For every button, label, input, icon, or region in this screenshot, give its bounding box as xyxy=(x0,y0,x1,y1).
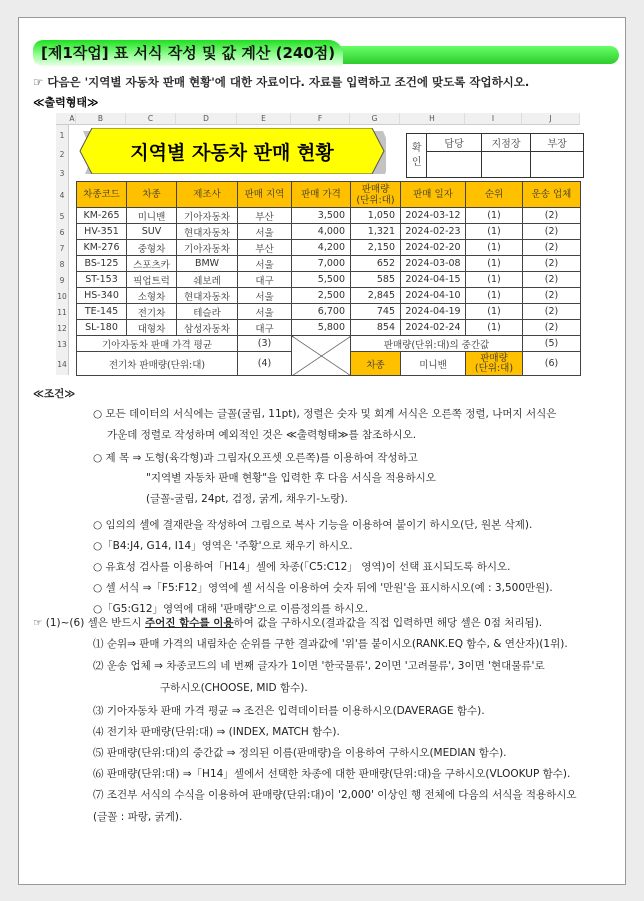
table-cell: 순위 xyxy=(466,182,523,208)
column-header[interactable]: F xyxy=(291,113,350,125)
column-header[interactable]: H xyxy=(400,113,465,125)
condition-item: ○ 유효성 검사를 이용하여「H14」셀에 차종(「C5:C12」 영역)이 선택 표시되도록 하시오. xyxy=(93,561,511,573)
table-cell: 판매량 (단위:대) xyxy=(351,182,401,208)
table-cell: HS-340 xyxy=(77,288,127,304)
table-row xyxy=(77,240,581,256)
row-header[interactable]: 1 xyxy=(56,125,69,143)
table-cell: 1,050 xyxy=(351,208,401,224)
table-cell: 2024-02-24 xyxy=(401,320,466,336)
column-header[interactable]: G xyxy=(350,113,400,125)
condition-item: ○「B4:J4, G14, I14」영역은 '주황'으로 채우기 하시오. xyxy=(93,540,353,552)
condition-item: "지역별 자동차 판매 현황"을 입력한 후 다음 서식을 적용하시오 xyxy=(146,472,436,484)
table-cell: 쉐보레 xyxy=(177,272,238,288)
table-cell: 2024-02-23 xyxy=(401,224,466,240)
sales-table xyxy=(76,181,581,376)
table-cell: (1) xyxy=(466,272,523,288)
table-cell: 픽업트럭 xyxy=(127,272,177,288)
output-heading: ≪출력형태≫ xyxy=(33,96,99,109)
table-cell: 5,800 xyxy=(292,320,351,336)
table-cell: 기아자동차 판매 가격 평균 xyxy=(77,336,238,352)
table-cell: 2024-02-20 xyxy=(401,240,466,256)
condition-item: 가운데 정렬로 작성하며 예외적인 것은 ≪출력형태≫를 참조하시오. xyxy=(107,429,417,441)
table-header-row xyxy=(77,182,581,208)
row-header[interactable]: 10 xyxy=(56,287,69,303)
table-cell: 652 xyxy=(351,256,401,272)
table-cell: KM-265 xyxy=(77,208,127,224)
summary-row xyxy=(77,336,581,352)
table-cell: 부산 xyxy=(238,240,292,256)
table-cell: (1) xyxy=(466,224,523,240)
table-row xyxy=(77,288,581,304)
table-cell: SUV xyxy=(127,224,177,240)
table-cell: 판매량(단위:대)의 중간값 xyxy=(351,336,523,352)
conditions-heading: ≪조건≫ xyxy=(33,388,76,400)
table-row xyxy=(77,320,581,336)
table-cell: 삼성자동차 xyxy=(177,320,238,336)
table-row xyxy=(77,208,581,224)
table-cell: 대구 xyxy=(238,272,292,288)
table-cell: 판매량 (단위:대) xyxy=(466,352,523,376)
function-item: ⑸ 판매량(단위:대)의 중간값 ⇒ 정의된 이름(판매량)을 이용하여 구하시오(MEDIAN 함수). xyxy=(93,747,507,759)
sheet-title: 지역별 자동차 판매 현황 xyxy=(130,142,334,164)
column-header[interactable]: E xyxy=(237,113,291,125)
condition-item: ○ 제 목 ⇒ 도형(육각형)과 그림자(오프셋 오른쪽)를 이용하여 작성하고 xyxy=(93,452,418,464)
table-cell: SL-180 xyxy=(77,320,127,336)
table-row xyxy=(77,304,581,320)
table-cell: 2024-03-12 xyxy=(401,208,466,224)
table-cell: 현대자동차 xyxy=(177,288,238,304)
table-cell: ST-153 xyxy=(77,272,127,288)
table-cell: (1) xyxy=(466,208,523,224)
table-cell: 서울 xyxy=(238,288,292,304)
table-cell: 4,200 xyxy=(292,240,351,256)
intro-text: ☞ 다음은 '지역별 자동차 판매 현황'에 대한 자료이다. 자료를 입력하고 조건에 맞도록 작업하시오. xyxy=(33,75,530,89)
table-cell: TE-145 xyxy=(77,304,127,320)
table-cell: (2) xyxy=(523,304,581,320)
approval-col: 지점장 xyxy=(481,134,530,152)
table-cell: 대형차 xyxy=(127,320,177,336)
approval-col: 부장 xyxy=(531,134,584,152)
table-cell: BS-125 xyxy=(77,256,127,272)
table-cell: 운송 업체 xyxy=(523,182,581,208)
row-header[interactable]: 9 xyxy=(56,271,69,287)
table-cell: 854 xyxy=(351,320,401,336)
table-cell: 차종 xyxy=(127,182,177,208)
section-title-bar xyxy=(33,40,619,66)
table-cell: 2,500 xyxy=(292,288,351,304)
column-header[interactable]: J xyxy=(522,113,580,125)
section-title: [제1작업] 표 서식 작성 및 값 계산 (240점) xyxy=(33,40,343,66)
table-row xyxy=(77,224,581,240)
table-cell: (4) xyxy=(238,352,292,376)
functions-intro: ☞ (1)~(6) 셀은 반드시 주어진 함수를 이용하여 값을 구하시오(결과값을 직접 입력하면 해당 셀은 0점 처리됨). xyxy=(33,617,543,629)
function-item: (글꼴 : 파랑, 굵게). xyxy=(93,811,183,823)
function-item: ⑹ 판매량(단위:대) ⇒「H14」셀에서 선택한 차종에 대한 판매량(단위:대)을 구하시오(VLOOKUP 함수). xyxy=(93,768,571,780)
table-cell: (1) xyxy=(466,256,523,272)
row-header[interactable]: 3 xyxy=(56,163,69,181)
column-header[interactable]: B xyxy=(76,113,126,125)
table-cell: (1) xyxy=(466,304,523,320)
table-cell: 소형차 xyxy=(127,288,177,304)
table-cell: 제조사 xyxy=(177,182,238,208)
table-cell: 대구 xyxy=(238,320,292,336)
condition-item: (글꼴-굴림, 24pt, 검정, 굵게, 채우기-노랑). xyxy=(146,493,348,505)
table-cell: 기아자동차 xyxy=(177,208,238,224)
table-cell: HV-351 xyxy=(77,224,127,240)
table-cell: 판매 일자 xyxy=(401,182,466,208)
table-cell: 차종 xyxy=(351,352,401,376)
table-row xyxy=(77,272,581,288)
table-cell: 2024-04-15 xyxy=(401,272,466,288)
row-header[interactable]: 2 xyxy=(56,143,69,163)
table-cell: 2,150 xyxy=(351,240,401,256)
table-cell: 전기차 xyxy=(127,304,177,320)
table-cell: (1) xyxy=(466,288,523,304)
table-cell: 현대자동차 xyxy=(177,224,238,240)
table-cell: 서울 xyxy=(238,224,292,240)
table-cell: 서울 xyxy=(238,304,292,320)
row-header[interactable]: 14 xyxy=(56,351,69,375)
table-cell: 기아자동차 xyxy=(177,240,238,256)
table-cell: 2024-03-08 xyxy=(401,256,466,272)
table-cell: (6) xyxy=(523,352,581,376)
table-cell: 미니밴 xyxy=(127,208,177,224)
table-cell: 스포츠카 xyxy=(127,256,177,272)
table-cell: 테슬라 xyxy=(177,304,238,320)
condition-item: ○「G5:G12」영역에 대해 '판매량'으로 이름정의를 하시오. xyxy=(93,603,369,615)
column-header[interactable]: A xyxy=(69,114,75,123)
table-cell: 2,845 xyxy=(351,288,401,304)
table-cell: 2024-04-10 xyxy=(401,288,466,304)
vehicle-type-select[interactable]: 미니밴 xyxy=(401,352,466,376)
table-cell: (2) xyxy=(523,288,581,304)
function-item: ⑺ 조건부 서식의 수식을 이용하여 판매량(단위:대)이 '2,000' 이상인 행 전체에 다음의 서식을 적용하시오 xyxy=(93,789,577,801)
approval-label: 확 인 xyxy=(407,134,427,178)
row-header[interactable]: 6 xyxy=(56,223,69,239)
table-cell: 판매 지역 xyxy=(238,182,292,208)
function-item: ⑴ 순위⇒ 판매 가격의 내림차순 순위를 구한 결과값에 '위'를 붙이시오(RANK.EQ 함수, & 연산자)(1위). xyxy=(93,638,568,650)
table-cell: 3,500 xyxy=(292,208,351,224)
spreadsheet-preview xyxy=(56,113,584,381)
table-cell: 부산 xyxy=(238,208,292,224)
exam-page xyxy=(18,17,626,885)
table-cell: (2) xyxy=(523,240,581,256)
table-cell: (2) xyxy=(523,256,581,272)
table-cell: 2024-04-19 xyxy=(401,304,466,320)
row-header[interactable]: 12 xyxy=(56,319,69,335)
table-cell: (1) xyxy=(466,320,523,336)
function-item: ⑶ 기아자동차 판매 가격 평균 ⇒ 조건은 입력데이터를 이용하시오(DAVERAGE 함수). xyxy=(93,705,485,717)
table-cell: (1) xyxy=(466,240,523,256)
column-header[interactable]: D xyxy=(176,113,237,125)
table-cell: 전기차 판매량(단위:대) xyxy=(77,352,238,376)
approval-box xyxy=(406,133,584,178)
table-cell: 585 xyxy=(351,272,401,288)
row-header[interactable]: 13 xyxy=(56,335,69,351)
table-cell: (5) xyxy=(523,336,581,352)
table-cell: 서울 xyxy=(238,256,292,272)
table-cell: 7,000 xyxy=(292,256,351,272)
function-item: ⑵ 운송 업체 ⇒ 차종코드의 네 번째 글자가 1이면 '한국물류', 2이면 '고려물류', 3이면 '현대물류'로 xyxy=(93,660,545,672)
row-header[interactable]: 4 xyxy=(56,181,69,207)
table-cell: 5,500 xyxy=(292,272,351,288)
row-header[interactable]: 11 xyxy=(56,303,69,319)
table-cell: (2) xyxy=(523,320,581,336)
table-cell: BMW xyxy=(177,256,238,272)
table-cell: 6,700 xyxy=(292,304,351,320)
table-cell: (2) xyxy=(523,224,581,240)
function-item: ⑷ 전기차 판매량(단위:대) ⇒ (INDEX, MATCH 함수). xyxy=(93,726,340,738)
row-header[interactable]: 5 xyxy=(56,207,69,223)
condition-item: ○ 모든 데이터의 서식에는 글꼴(굴림, 11pt), 정렬은 숫자 및 회계 서식은 오른쪽 정렬, 나머지 서식은 xyxy=(93,408,557,420)
row-header[interactable]: 8 xyxy=(56,255,69,271)
title-hexagon xyxy=(76,128,386,174)
table-cell: 4,000 xyxy=(292,224,351,240)
table-cell: 차종코드 xyxy=(77,182,127,208)
table-cell: 판매 가격 xyxy=(292,182,351,208)
function-item: 구하시오(CHOOSE, MID 함수). xyxy=(160,682,308,694)
table-row xyxy=(77,256,581,272)
table-cell: 1,321 xyxy=(351,224,401,240)
table-cell: (2) xyxy=(523,208,581,224)
table-cell: KM-276 xyxy=(77,240,127,256)
table-cell: 중형차 xyxy=(127,240,177,256)
approval-col: 담당 xyxy=(427,134,481,152)
table-cell: 745 xyxy=(351,304,401,320)
column-header[interactable]: I xyxy=(465,113,522,125)
condition-item: ○ 셀 서식 ⇒「F5:F12」영역에 셀 서식을 이용하여 숫자 뒤에 '만원'을 표시하시오(예 : 3,500만원). xyxy=(93,582,553,594)
row-header[interactable]: 7 xyxy=(56,239,69,255)
crossed-cell xyxy=(292,336,351,376)
column-header[interactable]: C xyxy=(126,113,176,125)
condition-item: ○ 임의의 셀에 결재란을 작성하여 그림으로 복사 기능을 이용하여 붙이기 하시오(단, 원본 삭제). xyxy=(93,519,533,531)
table-cell: (3) xyxy=(238,336,292,352)
table-cell: (2) xyxy=(523,272,581,288)
